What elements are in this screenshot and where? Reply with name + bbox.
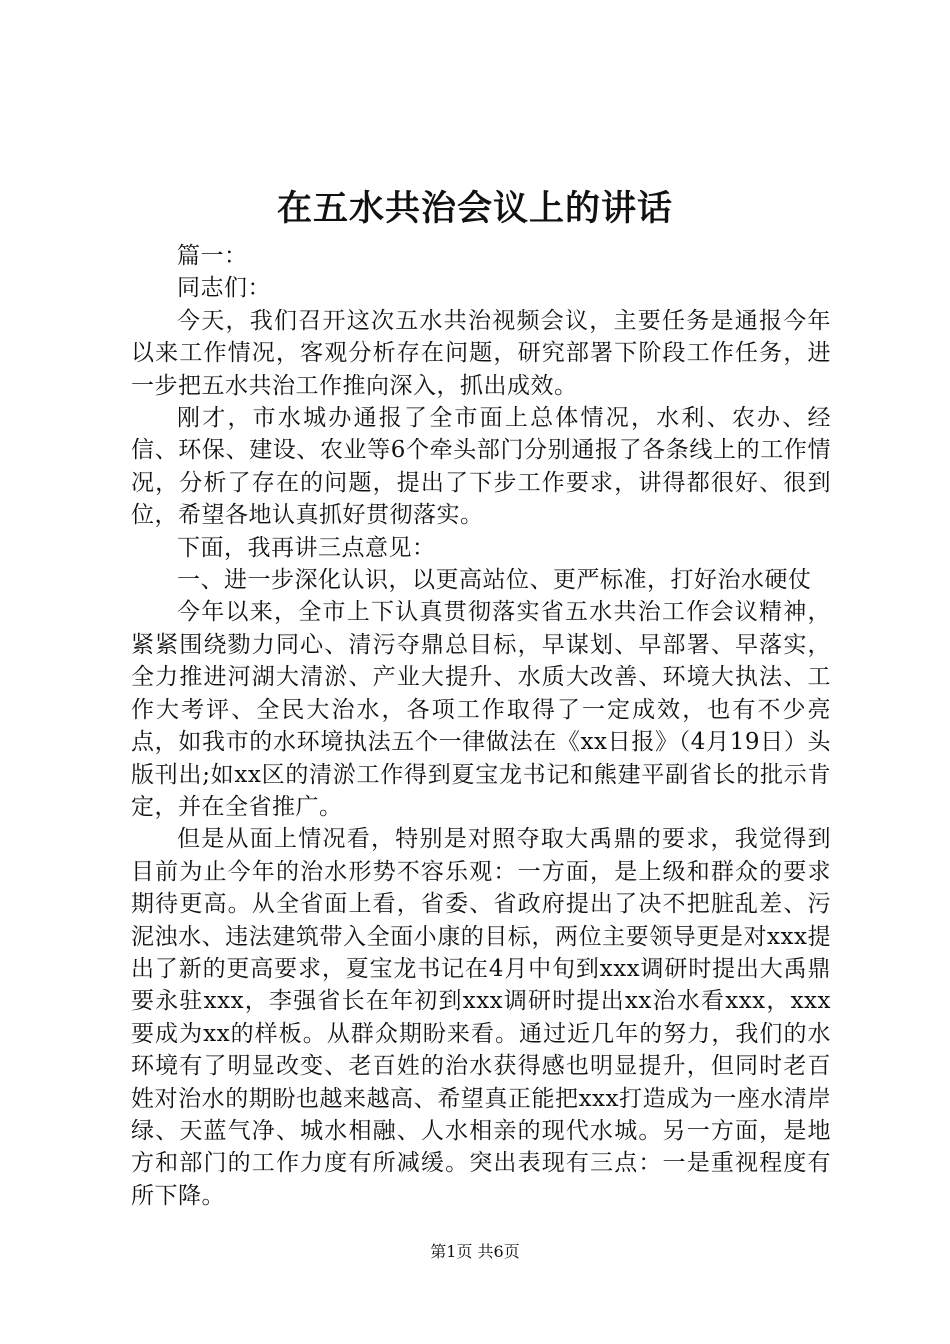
paragraph-review: 刚才，市水城办通报了全市面上总体情况，水利、农办、经信、环保、建设、农业等6个牵头部门分别通报了各条线上的工作情况，分析了存在的问题，提出了下步工作要求，讲得都很好、很到位，希望各地认真抓好贯彻落实。 bbox=[131, 405, 831, 529]
paragraph-salutation: 同志们： bbox=[177, 275, 271, 302]
paragraph-opening: 今天，我们召开这次五水共治视频会议，主要任务是通报今年以来工作情况，客观分析存在问题，研究部署下阶段工作任务，进一步把五水共治工作推向深入，抓出成效。 bbox=[131, 307, 831, 399]
document-title: 在五水共治会议上的讲话 bbox=[276, 188, 673, 229]
section-heading-one: 一、进一步深化认识，以更高站位、更严标准，打好治水硬仗 bbox=[177, 567, 812, 594]
paragraph-situation: 但是从面上情况看，特别是对照夺取大禹鼎的要求，我觉得到目前为止今年的治水形势不容乐观：一方面，是上级和群众的要求期待更高。从全省面上看，省委、省政府提出了决不把脏乱差、污泥浊水、违法建筑带入全面小康的目标，两位主要领导更是对xxx提出了新的更高要求，夏宝龙书记在4月中旬到xxx调研时提出大禹鼎要永驻xxx，李强省长在年初到xxx调研时提出xx治水看xxx，xxx要成为xx的样板。从群众期盼来看。通过近几年的努力，我们的水环境有了明显改变、老百姓的治水获得感也明显提升，但同时老百姓对治水的期盼也越来越高、希望真正能把xxx打造成为一座水清岸绿、天蓝气净、城水相融、人水相亲的现代水城。另一方面，是地方和部门的工作力度有所减缓。突出表现有三点：一是重视程度有所下降。 bbox=[131, 826, 831, 1209]
paragraph-heading-part-one: 篇一： bbox=[177, 243, 248, 269]
page-footer: 第1页 共6页 bbox=[430, 1242, 520, 1261]
paragraph-achievements: 今年以来，全市上下认真贯彻落实省五水共治工作会议精神，紧紧围绕勠力同心、清污夺鼎总目标，早谋划、早部署、早落实，全力推进河湖大清淤、产业大提升、水质大改善、环境大执法、工作大考评、全民大治水，各项工作取得了一定成效，也有不少亮点，如我市的水环境执法五个一律做法在《xx日报》（4月19日）头版刊出;如xx区的清淤工作得到夏宝龙书记和熊建平副省长的批示肯定，并在全省推广。 bbox=[131, 599, 831, 820]
paragraph-intro-points: 下面，我再讲三点意见： bbox=[177, 534, 436, 561]
document-body bbox=[131, 240, 831, 1212]
